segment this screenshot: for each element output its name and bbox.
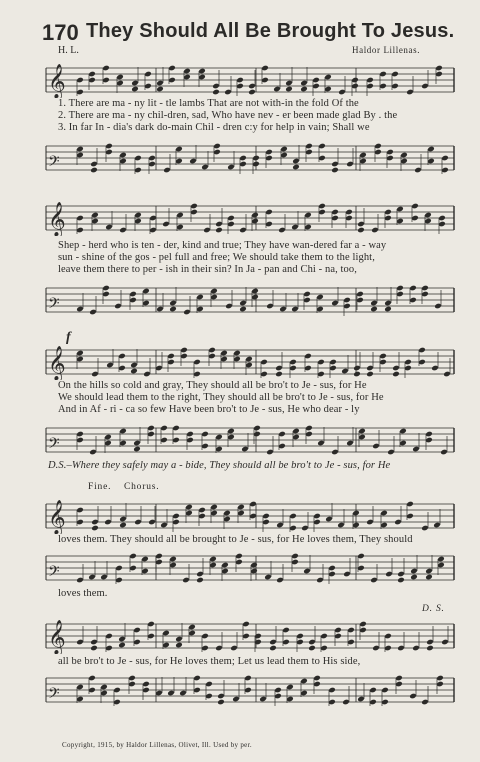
composer-credit: Haldor Lillenas.	[352, 45, 421, 55]
svg-text:𝄢: 𝄢	[48, 435, 60, 456]
lyric-line-3-2: We should lead them to the right, They should all be bro't to Je - sus, for He	[58, 392, 384, 403]
hymn-title: They Should All Be Brought To Jesus.	[86, 20, 455, 42]
svg-text:𝄢: 𝄢	[48, 153, 60, 174]
svg-text:𝄢: 𝄢	[48, 685, 60, 706]
hymn-number: 170	[42, 20, 79, 45]
copyright-footer: Copyright, 1915, by Haldor Lillenas, Olivet, Ill. Used by per.	[62, 741, 252, 749]
treble-staff-5	[36, 618, 456, 654]
svg-text:𝄞: 𝄞	[48, 64, 66, 98]
fine-mark: Fine.	[88, 482, 112, 492]
forte-mark: f	[66, 330, 71, 345]
bass-staff-1	[36, 140, 456, 176]
treble-staff-2	[36, 200, 456, 236]
svg-text:𝄞: 𝄞	[48, 620, 66, 654]
lyric-line-2-2: sun - shine of the gos - pel full and free; We should take them to the light,	[58, 252, 375, 263]
bass-staff-4	[36, 550, 456, 586]
svg-text:𝄢: 𝄢	[48, 295, 60, 316]
bass-staff-3	[36, 422, 456, 458]
lyric-line-2-1: Shep - herd who is ten - der, kind and true; They have wan-dered far a - way	[58, 240, 387, 251]
svg-text:𝄞: 𝄞	[48, 202, 66, 236]
lyricist-credit: H. L.	[58, 45, 79, 56]
lyric-line-5-1: all be bro't to Je - sus, for He loves them; Let us lead them to His side,	[58, 656, 361, 667]
treble-staff-3	[36, 344, 456, 380]
lyric-line-1-1: 1. There are ma - ny lit - tle lambs That are not with-in the fold Of the	[58, 98, 359, 109]
ds-lyric-line: D.S.–Where they safely may a - bide, They should all be bro't to Je - sus, for He	[48, 460, 391, 471]
ds-mark: D. S.	[422, 604, 445, 614]
bass-staff-2	[36, 282, 456, 318]
svg-text:𝄞: 𝄞	[48, 500, 66, 534]
lyric-line-3-3: And in Af - ri - ca so few Have been bro't to Je - sus, He who dear - ly	[58, 404, 360, 415]
chorus-mark: Chorus.	[124, 482, 160, 492]
lyric-line-2-3: leave them there to per - ish in their sin? In Ja - pan and Chi - na, too,	[58, 264, 357, 275]
lyric-line-1-2: 2. There are ma - ny chil-dren, sad, Who have nev - er been made glad By . the	[58, 110, 398, 121]
svg-text:𝄞: 𝄞	[48, 346, 66, 380]
bass-lyric-line-4: loves them.	[58, 588, 108, 599]
lyric-line-4-1: loves them. They should all be brought to Je - sus, for He loves them, They should	[58, 534, 413, 545]
svg-text:𝄢: 𝄢	[48, 563, 60, 584]
lyric-line-1-3: 3. In far In - dia's dark do-main Chil - dren c:y for help in vain; Shall we	[58, 122, 370, 133]
lyric-line-3-1: On the hills so cold and gray, They should all be bro't to Je - sus, for He	[58, 380, 367, 391]
treble-staff-1	[36, 62, 456, 98]
bass-staff-5	[36, 672, 456, 708]
treble-staff-4	[36, 498, 456, 534]
